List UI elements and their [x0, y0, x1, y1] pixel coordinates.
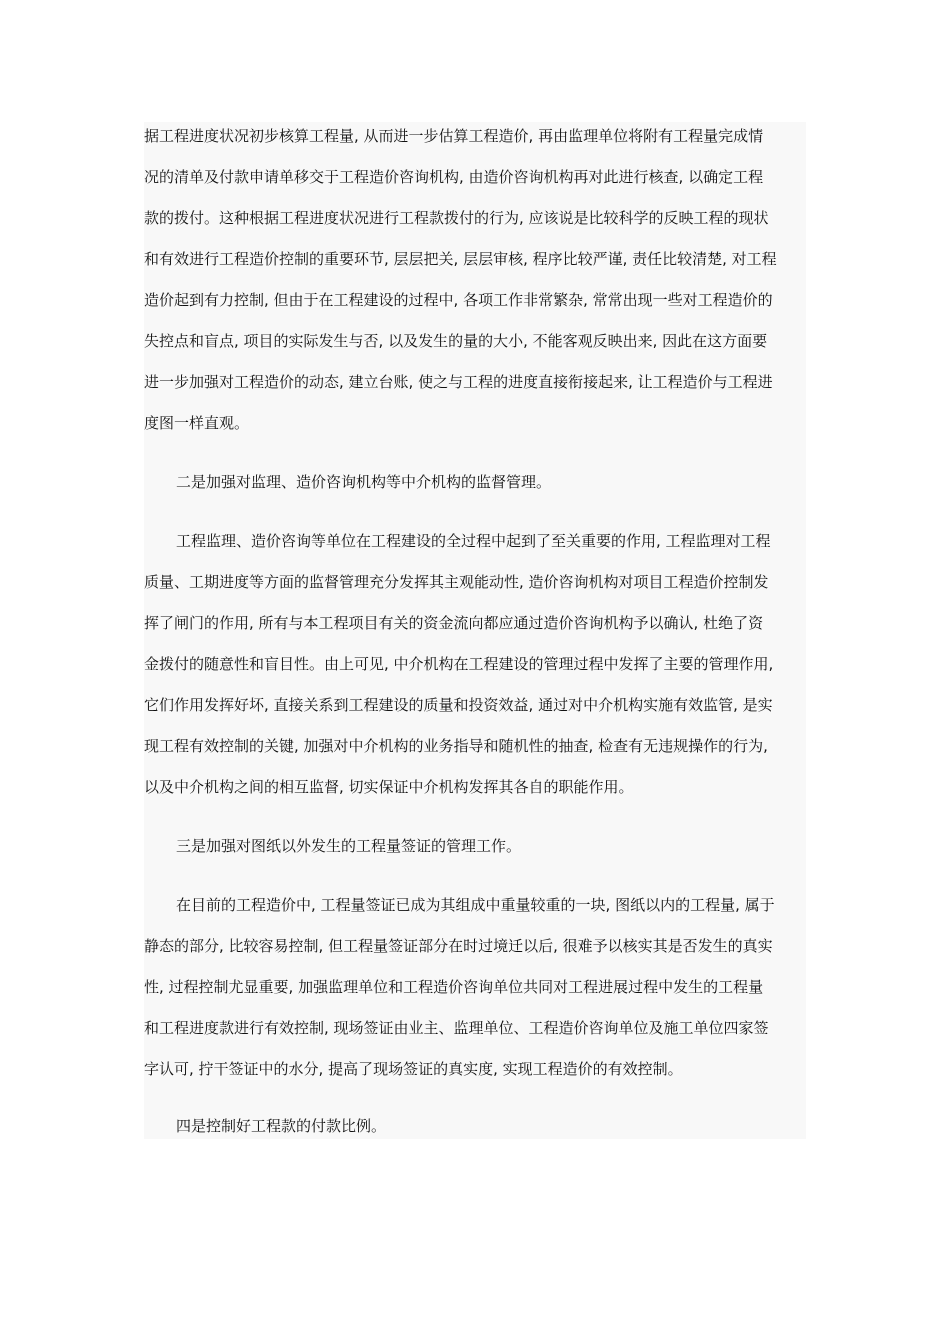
paragraph-line: 金拨付的随意性和盲目性。由上可见, 中介机构在工程建设的管理过程中发挥了主要的管理作用, [144, 655, 774, 673]
paragraph-line: 质量、工期进度等方面的监督管理充分发挥其主观能动性, 造价咨询机构对项目工程造价控制发 [144, 573, 769, 591]
paragraph-line: 款的拨付。这种根据工程进度状况进行工程款拨付的行为, 应该说是比较科学的反映工程的现状 [144, 209, 769, 227]
paragraph-line: 以及中介机构之间的相互监督, 切实保证中介机构发挥其各自的职能作用。 [144, 778, 634, 796]
paragraph-line: 工程监理、造价咨询等单位在工程建设的全过程中起到了至关重要的作用, 工程监理对工程 [176, 532, 771, 550]
paragraph-line: 况的清单及付款申请单移交于工程造价咨询机构, 由造价咨询机构再对此进行核查, 以确定工程 [144, 168, 764, 186]
section-heading: 四是控制好工程款的付款比例。 [176, 1117, 387, 1135]
paragraph-line: 挥了闸门的作用, 所有与本工程项目有关的资金流向都应通过造价咨询机构予以确认, 杜绝了资 [144, 614, 764, 632]
paragraph-line: 进一步加强对工程造价的动态, 建立台账, 使之与工程的进度直接衔接起来, 让工程造价与工程进 [144, 373, 773, 391]
paragraph-line: 静态的部分, 比较容易控制, 但工程量签证部分在时过境迁以后, 很难予以核实其是否发生的真实 [144, 937, 773, 955]
paragraph-line: 在目前的工程造价中, 工程量签证已成为其组成中重量较重的一块, 图纸以内的工程量, 属于 [176, 896, 775, 914]
section-heading: 三是加强对图纸以外发生的工程量签证的管理工作。 [176, 837, 522, 855]
paragraph-line: 度图一样直观。 [144, 414, 250, 432]
paragraph-line: 字认可, 拧干签证中的水分, 提高了现场签证的真实度, 实现工程造价的有效控制。 [144, 1060, 683, 1078]
paragraph-line: 据工程进度状况初步核算工程量, 从而进一步估算工程造价, 再由监理单位将附有工程量完成情 [144, 127, 764, 145]
section-heading: 二是加强对监理、造价咨询机构等中介机构的监督管理。 [176, 473, 552, 491]
paragraph-line: 失控点和盲点, 项目的实际发生与否, 以及发生的量的大小, 不能客观反映出来, 因此在这方面要 [144, 332, 768, 350]
paragraph-line: 和有效进行工程造价控制的重要环节, 层层把关, 层层审核, 程序比较严谨, 责任比较清楚, 对工程 [144, 250, 777, 268]
paragraph-line: 现工程有效控制的关键, 加强对中介机构的业务指导和随机性的抽查, 检查有无违规操作的行为, [144, 737, 768, 755]
paragraph-line: 和工程进度款进行有效控制, 现场签证由业主、监理单位、工程造价咨询单位及施工单位四家签 [144, 1019, 769, 1037]
paragraph-line: 它们作用发挥好坏, 直接关系到工程建设的质量和投资效益, 通过对中介机构实施有效监管, 是实 [144, 696, 773, 714]
paragraph-line: 造价起到有力控制, 但由于在工程建设的过程中, 各项工作非常繁杂, 常常出现一些对工程造价的 [144, 291, 773, 309]
text-block [144, 122, 806, 1139]
paragraph-line: 性, 过程控制尤显重要, 加强监理单位和工程造价咨询单位共同对工程进展过程中发生的工程量 [144, 978, 764, 996]
